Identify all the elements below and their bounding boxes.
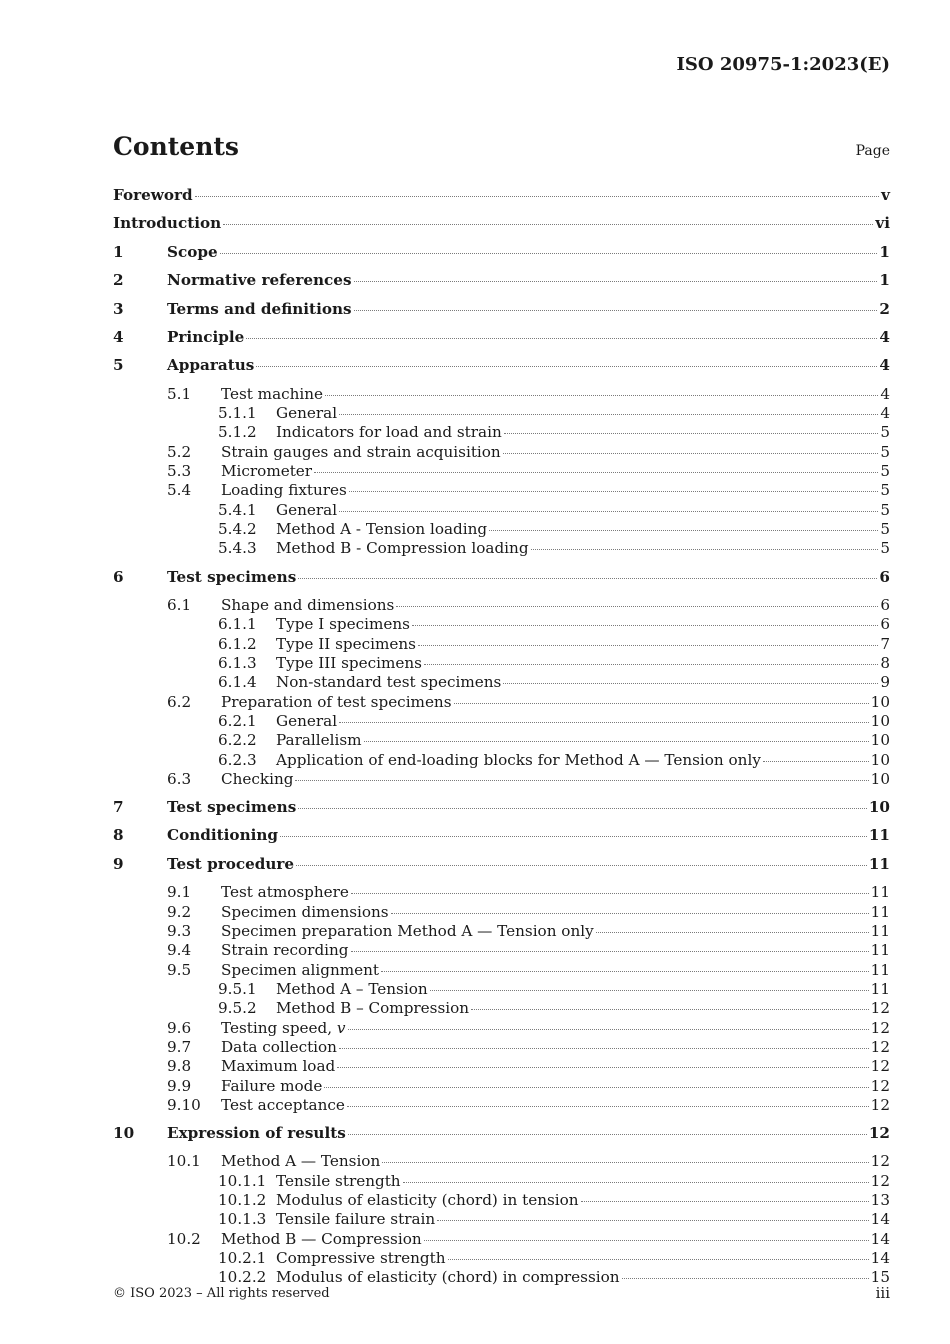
toc-entry-page: 11 [870, 979, 890, 998]
toc-entry-page: 11 [868, 854, 890, 873]
dot-leader [348, 1029, 869, 1030]
toc-entry-number: 8 [113, 826, 124, 845]
dot-leader [298, 808, 867, 809]
toc-entry[interactable] [113, 798, 890, 826]
dot-leader [339, 414, 878, 415]
page-title: Contents [113, 132, 240, 161]
toc-entry-label[interactable]: Maximum load [221, 1057, 336, 1076]
toc-entry-label[interactable]: Strain recording [221, 941, 349, 960]
copyright-notice: © ISO 2023 – All rights reserved [113, 1286, 330, 1301]
toc-entry[interactable] [113, 568, 890, 596]
toc-entry-number: 5.2 [167, 442, 192, 461]
toc-entry-label[interactable]: Loading fixtures [221, 481, 347, 500]
toc-entry-label[interactable]: Method B - Compression loading [276, 539, 529, 558]
toc-entry-number: 9.3 [167, 921, 192, 940]
toc-entry-label[interactable]: Test acceptance [221, 1095, 345, 1114]
toc-entry-number: 5.1.2 [218, 423, 257, 442]
toc-entry-page: 12 [870, 1076, 890, 1095]
toc-entry-label[interactable]: Preparation of test specimens [221, 692, 452, 711]
toc-entry-number: 9 [113, 854, 124, 873]
dot-leader [314, 472, 878, 473]
toc-entry[interactable] [113, 1268, 890, 1287]
dot-leader [489, 530, 878, 531]
toc-entry-page: 1 [879, 242, 890, 261]
toc-entry-number: 10.1.3 [218, 1210, 267, 1229]
toc-entry-label[interactable]: Strain gauges and strain acquisition [221, 442, 501, 461]
dot-leader [339, 722, 869, 723]
toc-entry-page: 6 [879, 567, 890, 586]
toc-entry-page: 7 [880, 634, 890, 653]
dot-leader [339, 511, 878, 512]
toc-entry-label[interactable]: Tensile failure strain [276, 1210, 436, 1229]
toc-entry[interactable] [113, 1057, 890, 1076]
toc-entry-label[interactable]: Compressive strength [276, 1249, 446, 1268]
toc-entry-number: 9.4 [167, 941, 192, 960]
toc-entry[interactable] [113, 693, 890, 712]
toc-entry-page: 13 [870, 1191, 890, 1210]
toc-entry-page: 11 [870, 921, 890, 940]
toc-entry-page: 10 [868, 798, 890, 817]
toc-entry-number: 10.1.1 [218, 1171, 267, 1190]
toc-entry[interactable] [113, 423, 890, 442]
toc-entry-label[interactable]: Testing speed, v [221, 1018, 346, 1037]
dot-leader [437, 1220, 869, 1221]
toc-entry-page: 8 [880, 653, 890, 672]
dot-leader [351, 893, 869, 894]
dot-leader [348, 1134, 867, 1135]
toc-entry-page: 10 [870, 692, 890, 711]
dot-leader [195, 196, 880, 197]
toc-entry[interactable] [113, 1096, 890, 1115]
toc-entry-page: 2 [879, 299, 890, 318]
toc-entry-number: 10.2 [167, 1229, 201, 1248]
toc-entry-page: 4 [880, 384, 890, 403]
dot-leader [280, 836, 867, 837]
toc-entry[interactable] [113, 385, 890, 404]
toc-entry-label[interactable]: Non-standard test specimens [276, 673, 502, 692]
toc-entry-number: 5 [113, 356, 124, 375]
dot-leader [448, 1259, 869, 1260]
toc-entry-label[interactable]: Test procedure [167, 854, 295, 873]
toc-entry-label[interactable]: Application of end-loading blocks for Method A — Tension only [276, 750, 761, 769]
toc-entry[interactable] [113, 826, 890, 854]
dot-leader [325, 395, 878, 396]
toc-entry-label[interactable]: Method A — Tension [221, 1152, 381, 1171]
dot-leader [220, 253, 878, 254]
toc-entry[interactable] [113, 539, 890, 558]
document-id: ISO 20975-1:2023(E) [676, 54, 890, 75]
toc-entry-page: 9 [880, 673, 890, 692]
toc-entry-label[interactable]: Modulus of elasticity (chord) in tension [276, 1191, 579, 1210]
toc-entry-label[interactable]: General [276, 404, 338, 423]
toc-entry-label[interactable]: Test machine [221, 384, 324, 403]
dot-leader [503, 683, 878, 684]
dot-leader [364, 741, 869, 742]
toc-entry-number: 9.5 [167, 960, 192, 979]
dot-leader [424, 1240, 869, 1241]
dot-leader [471, 1009, 869, 1010]
toc-entry-label[interactable]: Test atmosphere [221, 883, 349, 902]
dot-leader [418, 645, 878, 646]
toc-entry-number: 6.2.2 [218, 731, 257, 750]
toc-entry[interactable] [113, 501, 890, 520]
toc-entry[interactable] [113, 615, 890, 634]
toc-entry[interactable] [113, 186, 890, 214]
toc-entry-number: 5.4 [167, 481, 192, 500]
toc-entry-label[interactable]: Terms and definitions [167, 299, 352, 318]
toc-entry-page: 14 [870, 1249, 890, 1268]
toc-entry[interactable] [113, 751, 890, 770]
toc-entry-label[interactable]: Normative references [167, 271, 352, 290]
toc-entry-page: 10 [870, 770, 890, 788]
toc-entry-number: 9.8 [167, 1057, 192, 1076]
toc-entry-number: 9.5.1 [218, 979, 257, 998]
dot-leader [381, 971, 869, 972]
toc-entry[interactable] [113, 1172, 890, 1191]
toc-entry[interactable] [113, 883, 890, 902]
toc-entry-page: 12 [870, 1037, 890, 1056]
toc-entry-label[interactable]: Method A - Tension loading [276, 520, 488, 539]
toc-entry-number: 6.2.3 [218, 750, 257, 769]
toc-entry-label[interactable]: Type I specimens [276, 615, 410, 634]
toc-entry-page: 11 [870, 941, 890, 960]
toc-entry-label[interactable]: Scope [167, 242, 218, 261]
toc-entry-page: 5 [880, 500, 890, 519]
toc-entry-label[interactable]: Principle [167, 327, 245, 346]
toc-entry-label[interactable]: Tensile strength [276, 1171, 401, 1190]
dot-leader [246, 338, 877, 339]
dot-leader [454, 703, 869, 704]
toc-entry-page: 6 [880, 595, 890, 614]
toc-entry-label[interactable]: Micrometer [221, 462, 313, 481]
toc-entry[interactable] [113, 980, 890, 999]
toc-entry-page: 4 [879, 327, 890, 346]
toc-entry-page: 6 [880, 615, 890, 634]
toc-entry-label[interactable]: Expression of results [167, 1124, 346, 1143]
toc-entry-label[interactable]: Method A – Tension [276, 979, 428, 998]
toc-entry[interactable] [113, 300, 890, 328]
toc-entry[interactable] [113, 941, 890, 960]
toc-entry[interactable] [113, 356, 890, 384]
toc-entry-page: 1 [879, 271, 890, 290]
dot-leader [347, 1106, 869, 1107]
dot-leader [403, 1182, 869, 1183]
toc-entry[interactable] [113, 1230, 890, 1249]
toc-entry-label[interactable]: Specimen alignment [221, 960, 380, 979]
toc-entry-label[interactable]: Checking [221, 770, 294, 788]
dot-leader [412, 625, 878, 626]
toc-entry-page: 12 [870, 1171, 890, 1190]
toc-entry-page: 12 [870, 1095, 890, 1114]
toc-entry[interactable] [113, 673, 890, 692]
toc-entry-page: 12 [870, 1057, 890, 1076]
toc-entry-page: 12 [870, 1018, 890, 1037]
toc-entry-label[interactable]: Specimen dimensions [221, 902, 389, 921]
toc-entry[interactable] [113, 770, 890, 789]
toc-entry-number: 9.6 [167, 1018, 192, 1037]
toc-entry-label[interactable]: Modulus of elasticity (chord) in compression [276, 1268, 620, 1287]
toc-entry-number: 4 [113, 327, 124, 346]
toc-entry[interactable] [113, 635, 890, 654]
page-number: iii [875, 1284, 890, 1302]
toc-entry-number: 9.1 [167, 883, 192, 902]
toc-entry[interactable] [113, 481, 890, 500]
toc-entry-label[interactable]: Type III specimens [276, 653, 422, 672]
dot-leader [349, 491, 879, 492]
dot-leader [396, 606, 878, 607]
dot-leader [391, 913, 869, 914]
toc-entry-label[interactable]: Indicators for load and strain [276, 423, 502, 442]
dot-leader [256, 366, 877, 367]
toc-entry[interactable] [113, 404, 890, 423]
toc-entry-page: vi [875, 214, 890, 233]
toc-entry-number: 5.1 [167, 384, 192, 403]
toc-entry-number: 6 [113, 567, 124, 586]
toc-entry-page: v [881, 186, 890, 204]
toc-entry-label[interactable]: General [276, 711, 338, 730]
dot-leader [296, 865, 867, 866]
dot-leader [531, 549, 879, 550]
toc-entry-label[interactable]: Shape and dimensions [221, 595, 395, 614]
toc-entry-number: 5.1.1 [218, 404, 257, 423]
toc-entry[interactable] [113, 1077, 890, 1096]
dot-leader [504, 433, 879, 434]
toc-entry-number: 6.3 [167, 770, 192, 788]
dot-leader [430, 990, 869, 991]
toc-entry-label[interactable]: Apparatus [167, 356, 255, 375]
dot-leader [339, 1048, 869, 1049]
toc-entry-label[interactable]: Method B – Compression [276, 999, 470, 1018]
toc-entry-label[interactable]: Parallelism [276, 731, 362, 750]
toc-entry-label[interactable]: Specimen preparation Method A — Tension only [221, 921, 594, 940]
toc-entry-label[interactable]: Test specimens [167, 798, 297, 817]
toc-entry[interactable] [113, 1124, 890, 1152]
toc-entry-number: 5.3 [167, 462, 192, 481]
toc-entry[interactable] [113, 731, 890, 750]
toc-entry-label[interactable]: Conditioning [167, 826, 279, 845]
toc-entry-page: 5 [880, 520, 890, 539]
toc-entry[interactable] [113, 922, 890, 941]
toc-entry-page: 5 [880, 539, 890, 558]
toc-entry-number: 10.1 [167, 1152, 201, 1171]
toc-entry-page: 4 [880, 404, 890, 423]
toc-entry-page: 10 [870, 750, 890, 769]
toc-entry[interactable] [113, 271, 890, 299]
dot-leader [581, 1201, 869, 1202]
toc-entry[interactable] [113, 596, 890, 615]
toc-entry-page: 10 [870, 731, 890, 750]
toc-entry-label[interactable]: Method B — Compression [221, 1229, 422, 1248]
dot-leader [337, 1067, 868, 1068]
dot-leader [622, 1278, 869, 1279]
toc-entry[interactable] [113, 999, 890, 1018]
toc-entry-number: 9.5.2 [218, 999, 257, 1018]
toc-entry-number: 10.1.2 [218, 1191, 267, 1210]
toc-entry[interactable] [113, 520, 890, 539]
toc-entry[interactable] [113, 328, 890, 356]
dot-leader [223, 224, 873, 225]
toc-entry[interactable] [113, 1038, 890, 1057]
toc-entry-label[interactable]: Data collection [221, 1037, 337, 1056]
toc-entry-page: 14 [870, 1210, 890, 1229]
toc-entry[interactable] [113, 712, 890, 731]
toc-entry-label[interactable]: Foreword [113, 186, 193, 204]
toc-entry-label[interactable]: Type II specimens [276, 634, 416, 653]
toc-entry[interactable] [113, 1019, 890, 1038]
toc-entry-page: 14 [870, 1229, 890, 1248]
toc-entry-number: 6.1.2 [218, 634, 257, 653]
toc-entry-number: 6.2.1 [218, 711, 257, 730]
dot-leader [596, 932, 869, 933]
toc-entry-page: 11 [870, 883, 890, 902]
toc-entry-page: 12 [868, 1124, 890, 1143]
toc-entry[interactable] [113, 1249, 890, 1268]
toc-entry-page: 11 [870, 902, 890, 921]
toc-entry-page: 10 [870, 711, 890, 730]
toc-entry-page: 5 [880, 423, 890, 442]
dot-leader [298, 578, 877, 579]
toc-entry[interactable] [113, 214, 890, 242]
toc-entry[interactable] [113, 243, 890, 271]
toc-entry-number: 10.2.2 [218, 1268, 267, 1287]
toc-entry-number: 10.2.1 [218, 1249, 267, 1268]
toc-entry-number: 6.1.3 [218, 653, 257, 672]
page-column-label: Page [855, 143, 890, 159]
toc-entry-number: 5.4.1 [218, 500, 257, 519]
toc-entry-number: 6.1.4 [218, 673, 257, 692]
toc-entry-number: 1 [113, 242, 124, 261]
dot-leader [354, 310, 878, 311]
toc-entry[interactable] [113, 654, 890, 673]
toc-entry-page: 5 [880, 442, 890, 461]
dot-leader [351, 951, 869, 952]
toc-entry-page: 12 [870, 999, 890, 1018]
toc-entry-number: 5.4.2 [218, 520, 257, 539]
toc-entry-number: 6.1 [167, 595, 192, 614]
toc-entry[interactable] [113, 1191, 890, 1210]
toc-entry[interactable] [113, 1152, 890, 1171]
toc-entry[interactable] [113, 961, 890, 980]
toc-entry-number: 9.10 [167, 1095, 201, 1114]
toc-entry-number: 10 [113, 1124, 135, 1143]
toc-entry-label[interactable]: Failure mode [221, 1076, 323, 1095]
dot-leader [295, 780, 868, 781]
toc-entry-number: 9.2 [167, 902, 192, 921]
toc-entry-number: 2 [113, 271, 124, 290]
toc-entry-number: 9.7 [167, 1037, 192, 1056]
toc-entry-label[interactable]: General [276, 500, 338, 519]
dot-leader [354, 281, 878, 282]
toc-entry-page: 5 [880, 481, 890, 500]
toc-entry[interactable] [113, 1210, 890, 1229]
toc-entry-number: 9.9 [167, 1076, 192, 1095]
toc-entry-page: 12 [870, 1152, 890, 1171]
toc-entry-page: 5 [880, 462, 890, 481]
toc-entry-page: 11 [870, 960, 890, 979]
toc-entry-number: 5.4.3 [218, 539, 257, 558]
toc-entry-page: 11 [868, 826, 890, 845]
table-of-contents [113, 186, 890, 1288]
toc-entry-page: 4 [879, 356, 890, 375]
toc-entry-number: 7 [113, 798, 124, 817]
toc-entry[interactable] [113, 855, 890, 883]
toc-entry-page: 15 [870, 1268, 890, 1287]
dot-leader [763, 761, 869, 762]
toc-entry[interactable] [113, 443, 890, 462]
toc-entry-number: 6.1.1 [218, 615, 257, 634]
dot-leader [382, 1162, 868, 1163]
toc-entry[interactable] [113, 462, 890, 481]
toc-entry-number: 6.2 [167, 692, 192, 711]
dot-leader [324, 1087, 868, 1088]
toc-entry-number: 3 [113, 299, 124, 318]
toc-entry-label[interactable]: Introduction [113, 214, 222, 233]
dot-leader [503, 453, 879, 454]
toc-entry-label[interactable]: Test specimens [167, 567, 297, 586]
toc-entry[interactable] [113, 903, 890, 922]
dot-leader [424, 664, 878, 665]
